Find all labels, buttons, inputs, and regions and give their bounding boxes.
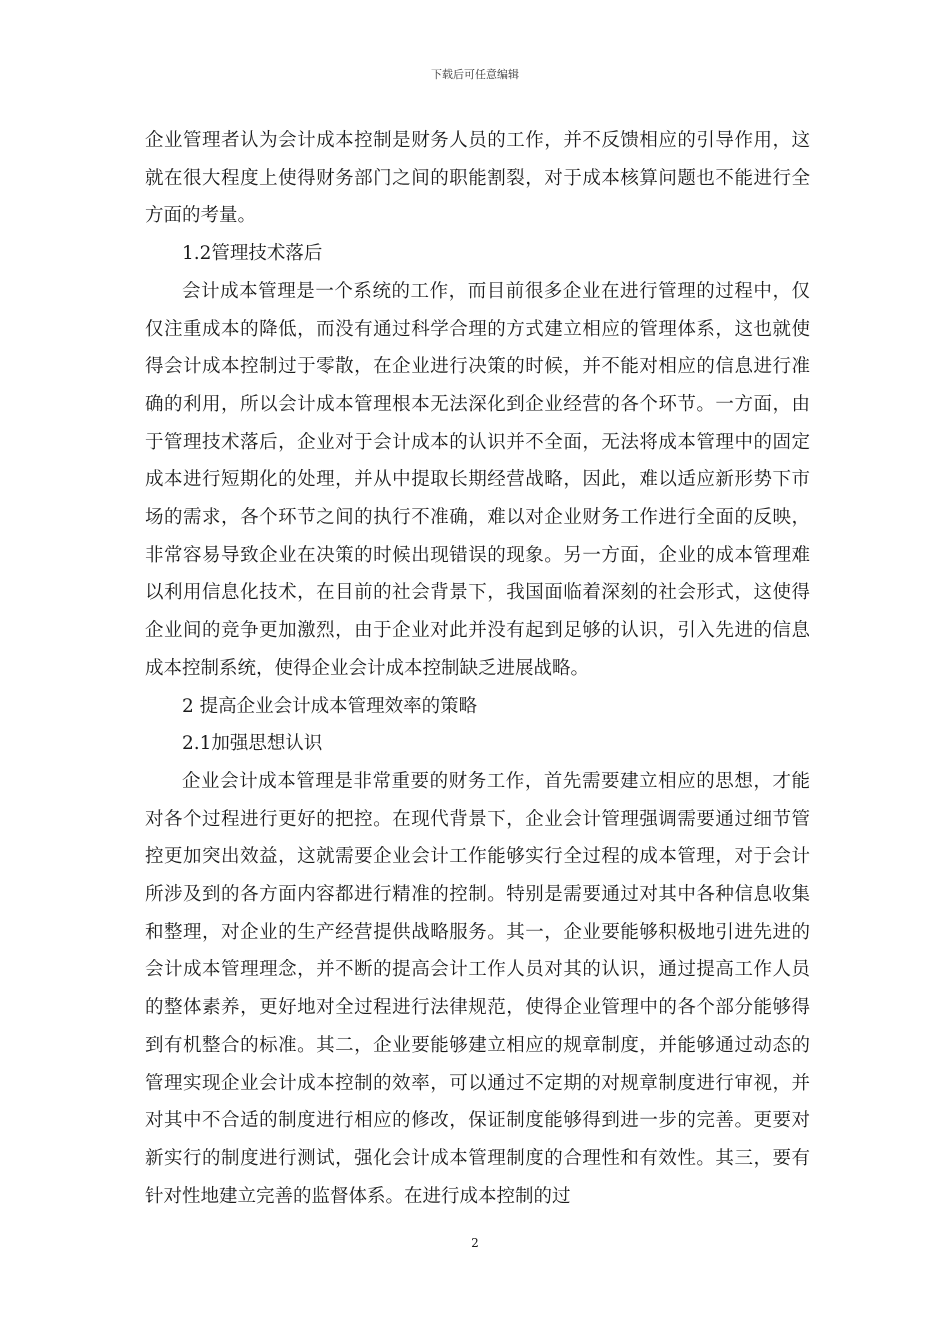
section-heading-2-1: 2.1加强思想认识 [182, 733, 323, 755]
header-note: 下载后可任意编辑 [431, 68, 519, 81]
section-heading-2: 2 提高企业会计成本管理效率的策略 [182, 695, 478, 717]
section-heading-1-2: 1.2管理技术落后 [182, 243, 323, 265]
paragraph-management-tech: 会计成本管理是一个系统的工作，而目前很多企业在进行管理的过程中，仅仅注重成本的降低，而没有通过科学合理的方式建立相应的管理体系，这也就使得会计成本控制过于零散，在企业进行决策的时候，并不能对相应的信息进行准确的利用，所以会计成本管理根本无法深化到企业经营的各个环节。一方面，由于管理技术落后，企业对于会计成本的认识并不全面，无法将成本管理中的固定成本进行短期化的处理，并从中提取长期经营战略，因此，难以适应新形势下市场的需求，各个环节之间的执行不准确，难以对企业财务工作进行全面的反映，非常容易导致企业在决策的时候出现错误的现象。另一方面，企业的成本管理难以利用信息化技术，在目前的社会背景下，我国面临着深刻的社会形式，这使得企业间的竞争更加激烈，由于企业对此并没有起到足够的认识，引入先进的信息成本控制系统，使得企业会计成本控制缺乏进展战略。 [145, 280, 810, 679]
document-body [145, 122, 810, 1215]
page-number: 2 [471, 1236, 479, 1250]
paragraph-strengthen-awareness: 企业会计成本管理是非常重要的财务工作，首先需要建立相应的思想，才能对各个过程进行更好的把控。在现代背景下，企业会计管理强调需要通过细节管控更加突出效益，这就需要企业会计工作能够实行全过程的成本管理，对于会计所涉及到的各方面内容都进行精准的控制。特别是需要通过对其中各种信息收集和整理，对企业的生产经营提供战略服务。其一，企业要能够积极地引进先进的会计成本管理理念，并不断的提高会计工作人员对其的认识，通过提高工作人员的整体素养，更好地对全过程进行法律规范，使得企业管理中的各个部分能够得到有机整合的标准。其二，企业要能够建立相应的规章制度，并能够通过动态的管理实现企业会计成本控制的效率，可以通过不定期的对规章制度进行审视，并对其中不合适的制度进行相应的修改，保证制度能够得到进一步的完善。更要对新实行的制度进行测试，强化会计成本管理制度的合理性和有效性。其三，要有针对性地建立完善的监督体系。在进行成本控制的过 [145, 770, 810, 1207]
paragraph-continuation: 企业管理者认为会计成本控制是财务人员的工作，并不反馈相应的引导作用，这就在很大程度上使得财务部门之间的职能割裂，对于成本核算问题也不能进行全方面的考量。 [145, 130, 810, 227]
